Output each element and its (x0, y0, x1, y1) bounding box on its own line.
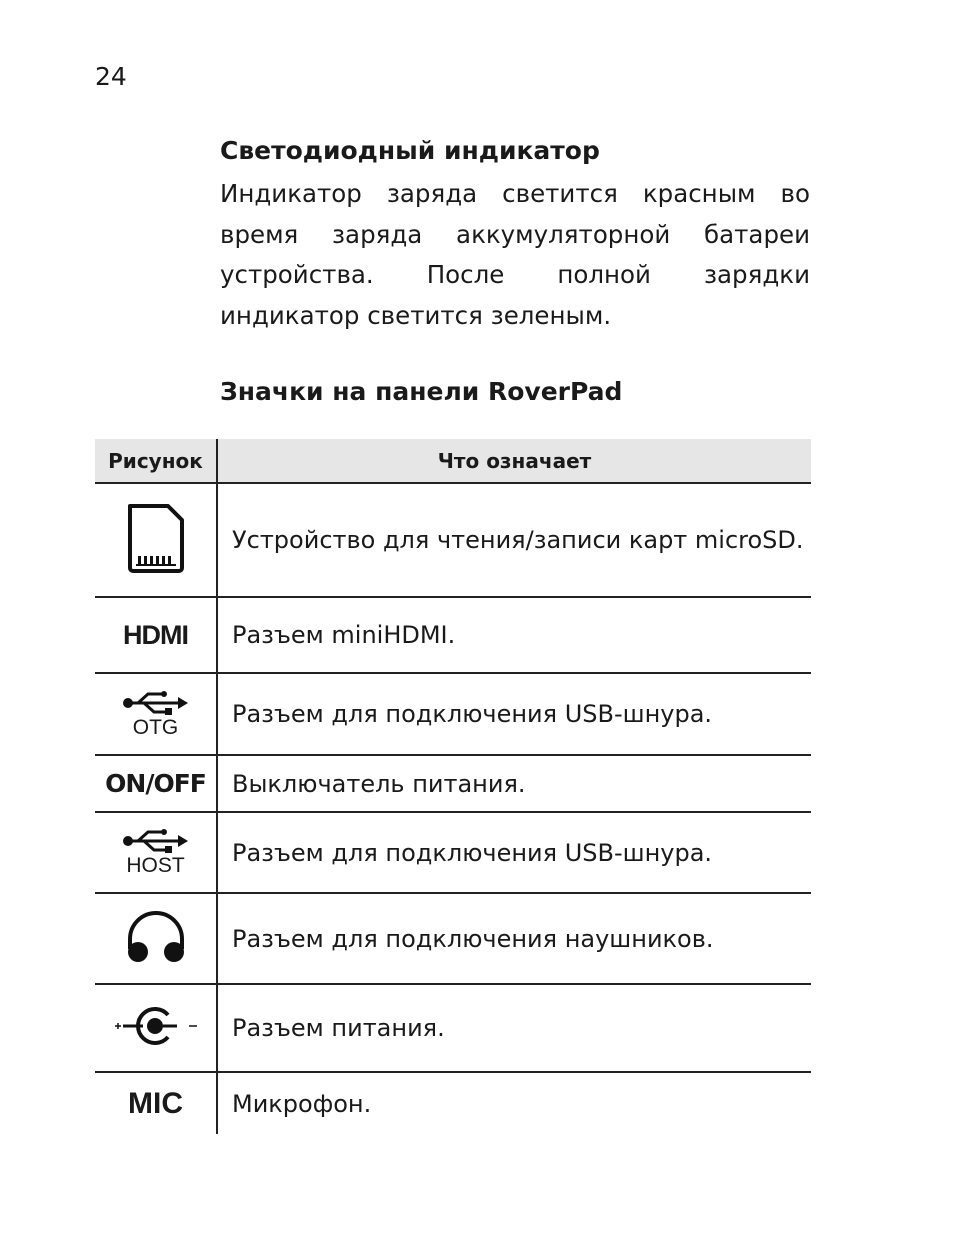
row-description: Разъем для подключения наушников. (217, 893, 811, 984)
microsd-card-icon (124, 502, 188, 574)
microphone-icon: MIC (128, 1086, 183, 1120)
icons-table (95, 439, 811, 1134)
row-description: Разъем питания. (217, 984, 811, 1072)
icon-cell (95, 812, 217, 893)
usb-otg-label: OTG (132, 715, 179, 739)
table-row (95, 673, 811, 755)
table-row (95, 984, 811, 1072)
page-number: 24 (95, 62, 127, 91)
icon-cell (95, 483, 217, 597)
row-description: Микрофон. (232, 1089, 372, 1118)
row-description: Разъем для подключения USB-шнура. (217, 673, 811, 755)
icon-cell (95, 893, 217, 984)
led-section-title: Светодиодный индикатор (220, 136, 600, 165)
header-meaning: Что означает (217, 439, 811, 483)
icon-cell (95, 597, 217, 673)
usb-host-label: HOST (126, 854, 185, 877)
table-row (95, 1072, 811, 1134)
icon-cell (95, 1072, 217, 1134)
icon-cell (95, 673, 217, 755)
usb-icon (122, 829, 190, 853)
headphones-icon (123, 909, 189, 965)
led-section-paragraph: Индикатор заряда светится красным во время заряда аккумуляторной батареи устройства. После полной зарядки индикатор светится зеленым. (220, 179, 810, 330)
table-row (95, 812, 811, 893)
row-description: Выключатель питания. (217, 755, 811, 812)
icon-cell (95, 755, 217, 812)
row-description: Устройство для чтения/записи карт microSD. (217, 483, 811, 597)
table-row (95, 597, 811, 673)
icon-cell (95, 984, 217, 1072)
usb-icon (122, 691, 190, 715)
row-description: Разъем для подключения USB-шнура. (217, 812, 811, 893)
power-switch-icon: ON/OFF (105, 769, 206, 798)
table-header-row (95, 439, 811, 483)
table-row (95, 893, 811, 984)
table-row (95, 483, 811, 597)
dc-power-jack-icon (113, 1001, 199, 1051)
header-picture: Рисунок (95, 439, 217, 483)
table-row (95, 755, 811, 812)
hdmi-icon: HDMI (123, 619, 188, 650)
icons-section-title: Значки на панели RoverPad (220, 377, 623, 406)
row-description: Разъем miniHDMI. (217, 597, 811, 673)
